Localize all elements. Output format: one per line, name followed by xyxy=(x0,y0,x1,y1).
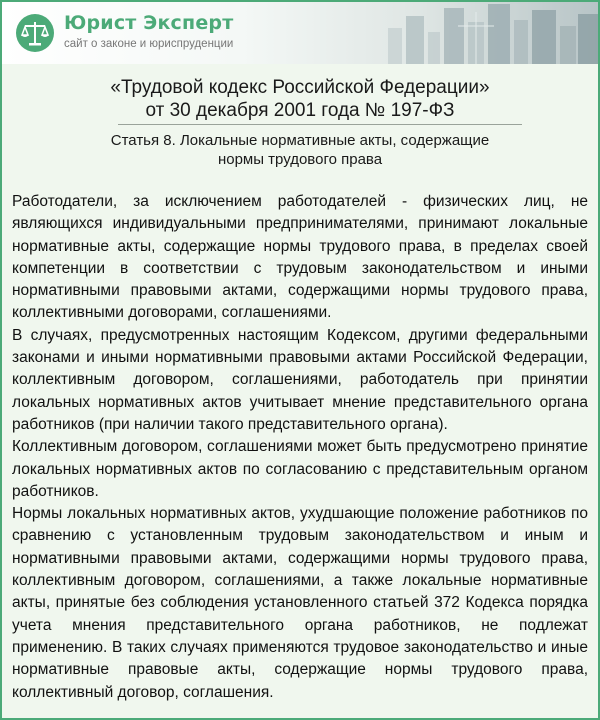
brand-name: Юрист Эксперт xyxy=(64,12,234,34)
title-divider xyxy=(118,124,522,125)
site-header xyxy=(2,2,598,64)
city-skyline-image xyxy=(348,2,598,64)
brand-tagline: сайт о законе и юриспруденции xyxy=(64,38,234,50)
document-date-number: от 30 декабря 2001 года № 197-ФЗ xyxy=(145,100,455,121)
article-paragraph: Работодатели, за исключением работодателей - физических лиц, не являющихся индивидуальными предпринимателями, принимают локальные нормативные акты, содержащие нормы трудового права, в пределах своей компетенции в соответствии с трудовым законодательством и иными нормативными правовыми актами, содержащими нормы трудового права, коллективными договорами, соглашениями. xyxy=(12,193,588,322)
document-heading xyxy=(2,76,598,169)
document-title: «Трудовой кодекс Российской Федерации» xyxy=(110,77,490,98)
article-body xyxy=(12,191,588,704)
article-title-line-2: нормы трудового права xyxy=(217,151,383,168)
scales-of-justice-icon xyxy=(16,14,54,52)
article-paragraph: Нормы локальных нормативных актов, ухудшающие положение работников по сравнению с установленным трудовым законодательством и иным и нормативными правовыми актами, содержащими нормы трудового права, коллективным договором, соглашениями, а также локальные нормативные акты, принятые без соблюдения установленного статьей 372 Кодекса порядка учета мнения представительного органа работников, не подлежат применению. В таких случаях применяются трудовое законодательство и иные нормативные правовые акты, содержащие нормы трудового права, коллективный договор, соглашения. xyxy=(12,505,588,701)
article-paragraph: В случаях, предусмотренных настоящим Кодексом, другими федеральными законами и иными нормативными правовыми актами Российской Федерации, коллективным договором, соглашениями, работодатель при принятии локальных нормативных актов учитывает мнение представительного органа работников (при наличии такого представительного органа). xyxy=(12,326,588,433)
article-paragraph: Коллективным договором, соглашениями может быть предусмотрено принятие локальных нормативных актов по согласованию с представительным органом работников. xyxy=(12,438,588,500)
brand xyxy=(64,12,233,52)
article-title-line-1: Статья 8. Локальные нормативные акты, содержащие xyxy=(110,132,490,149)
